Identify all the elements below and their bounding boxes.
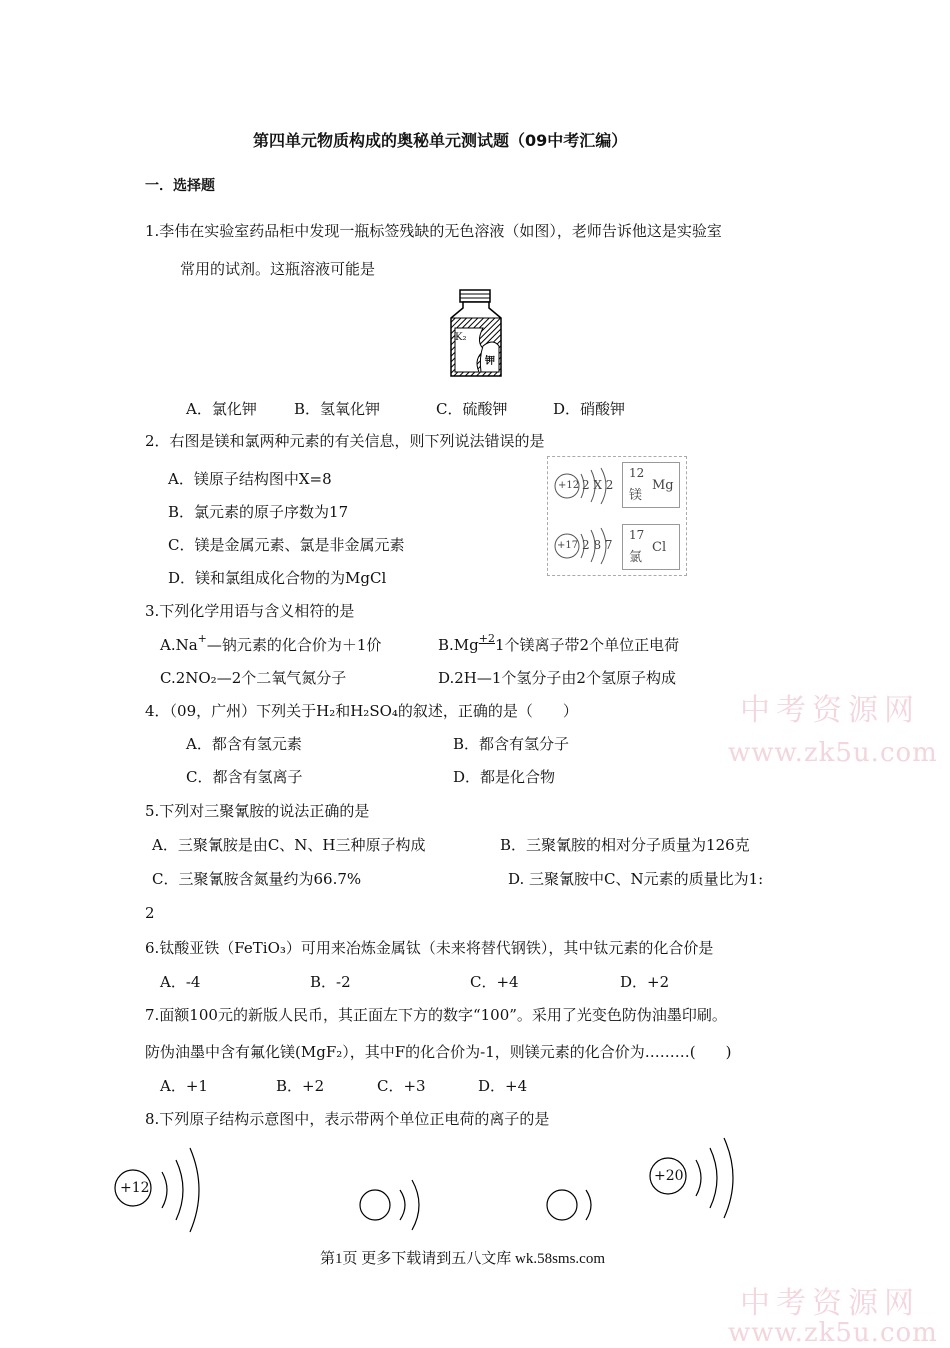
q6-option-c[interactable]: C．+4: [470, 973, 519, 991]
q1-option-c[interactable]: C．硫酸钾: [436, 400, 508, 418]
page-title: 第四单元物质构成的奥秘单元测试题（09中考汇编）: [253, 131, 628, 150]
cl-nucleus: +17: [557, 540, 579, 551]
q5-option-d-cont: 2: [145, 904, 155, 922]
q2-option-c[interactable]: C．镁是金属元素、氯是非金属元素: [168, 536, 405, 554]
q5-option-a[interactable]: A．三聚氰胺是由C、N、H三种原子构成: [152, 836, 426, 854]
q4-option-c[interactable]: C．都含有氢离子: [186, 768, 303, 786]
q7-option-a[interactable]: A．+1: [160, 1077, 208, 1095]
q3-option-d[interactable]: D.2H—1个氢分子由2个氢原子构成: [438, 669, 676, 687]
q3-b-post: 1个镁离子带2个单位正电荷: [494, 636, 680, 654]
q3-a-pre: A.Na: [160, 636, 198, 654]
q8-nucleus-a: +12: [120, 1180, 150, 1196]
q6-option-d[interactable]: D．+2: [620, 973, 670, 991]
watermark-url: www.zk5u.com: [728, 738, 938, 768]
watermark-cn-bottom: 中考资源网: [740, 1286, 920, 1321]
q1-line2: 常用的试剂。这瓶溶液可能是: [180, 260, 376, 278]
bottle-label-k2: K₂: [455, 332, 467, 343]
cl-shells: 2 8 7: [582, 538, 613, 552]
watermark-cn: 中考资源网: [740, 693, 920, 728]
mg-element-name: 镁: [629, 488, 643, 503]
q3-option-c[interactable]: C.2NO₂—2个二氧气氮分子: [160, 669, 347, 687]
q3-option-b[interactable]: [438, 634, 679, 655]
q2-option-a[interactable]: A．镁原子结构图中X=8: [168, 470, 332, 488]
q6-option-b[interactable]: B．-2: [310, 973, 351, 991]
q2-option-d[interactable]: D．镁和氯组成化合物的为MgCl: [168, 569, 387, 587]
q8-stem: 8.下列原子结构示意图中，表示带两个单位正电荷的离子的是: [145, 1110, 550, 1128]
q6-option-a[interactable]: A．-4: [160, 973, 201, 991]
q8-atom-diagrams: [100, 1130, 800, 1240]
page-footer: 第1页 更多下载请到五八文库 wk.58sms.com: [320, 1251, 606, 1267]
q7-option-b[interactable]: B．+2: [276, 1077, 325, 1095]
q4-stem: 4．（09，广州）下列关于H₂和H₂SO₄的叙述，正确的是（ ）: [145, 702, 578, 720]
bottle-label-potassium: 钾: [485, 356, 495, 367]
q5-option-b[interactable]: B．三聚氰胺的相对分子质量为126克: [500, 836, 750, 854]
q7-option-c[interactable]: C．+3: [377, 1077, 426, 1095]
q8-nucleus-d: +20: [654, 1168, 684, 1184]
q1-line1: 1.李伟在实验室药品柜中发现一瓶标签残缺的无色溶液（如图），老师告诉他这是实验室: [145, 222, 722, 240]
q5-option-c[interactable]: C．三聚氰胺含氮量约为66.7%: [152, 870, 362, 888]
cl-atomic-number: 17: [629, 528, 645, 542]
q1-option-a[interactable]: A．氯化钾: [186, 400, 257, 418]
cl-element-name: 氯: [629, 550, 643, 565]
cl-symbol: Cl: [652, 540, 667, 555]
q5-option-d[interactable]: D. 三聚氰胺中C、N元素的质量比为1:: [508, 870, 764, 888]
mg-symbol: Mg: [652, 478, 674, 493]
q4-option-d[interactable]: D．都是化合物: [453, 768, 556, 786]
q7-line2: 防伪油墨中含有氟化镁(MgF₂），其中F的化合价为-1，则镁元素的化合价为………( ): [145, 1043, 732, 1061]
q1-option-b[interactable]: B．氢氧化钾: [294, 400, 381, 418]
q7-option-d[interactable]: D．+4: [478, 1077, 528, 1095]
q7-line1: 7.面额100元的新版人民币，其正面左下方的数字“100”。采用了光变色防伪油墨印刷。: [145, 1006, 727, 1024]
q1-option-d[interactable]: D．硝酸钾: [553, 400, 626, 418]
q4-option-b[interactable]: B．都含有氢分子: [453, 735, 570, 753]
q3-stem: 3.下列化学用语与含义相符的是: [145, 602, 355, 620]
q3-a-charge: +: [197, 632, 207, 645]
q2-stem: 2．右图是镁和氯两种元素的有关信息，则下列说法错误的是: [145, 432, 545, 450]
q3-option-a[interactable]: [160, 634, 381, 655]
q2-option-b[interactable]: B．氯元素的原子序数为17: [168, 503, 349, 521]
mg-shells: 2 X 2: [582, 478, 614, 492]
q3-b-charge: +2: [478, 632, 495, 645]
section-heading: 一．选择题: [145, 178, 215, 194]
watermark-url-bottom: www.zk5u.com: [728, 1318, 938, 1348]
q5-stem: 5.下列对三聚氰胺的说法正确的是: [145, 802, 370, 820]
q3-a-post: —钠元素的化合价为＋1价: [206, 636, 382, 654]
q4-option-a[interactable]: A．都含有氢元素: [186, 735, 302, 753]
q3-b-pre: B.Mg: [438, 636, 479, 654]
mg-nucleus: +12: [558, 480, 580, 491]
q6-stem: 6.钛酸亚铁（FeTiO₃）可用来冶炼金属钛（未来将替代钢铁），其中钛元素的化合价是: [145, 939, 714, 957]
mg-atomic-number: 12: [629, 466, 645, 480]
